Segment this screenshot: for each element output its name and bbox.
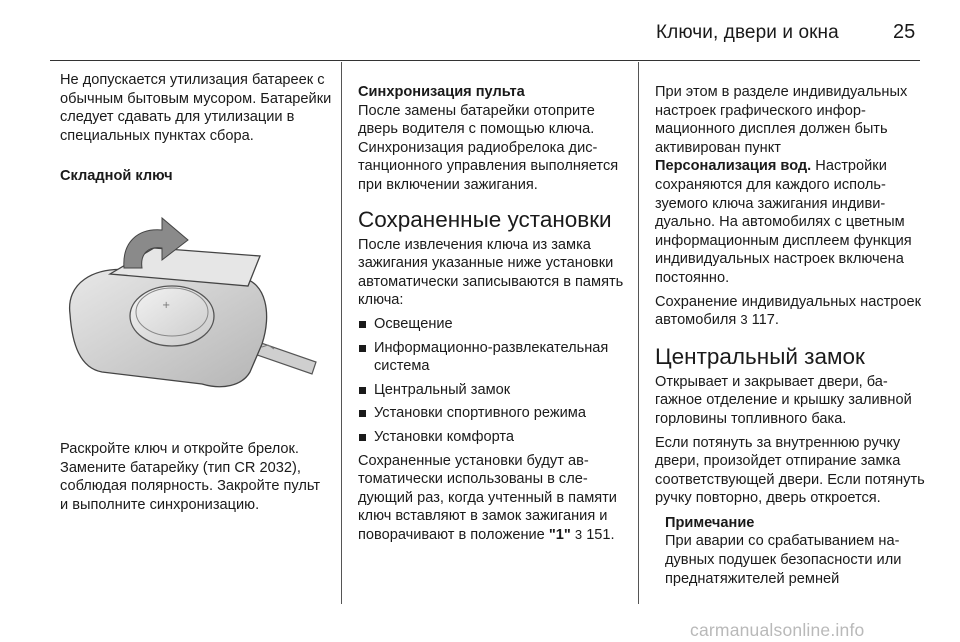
central-lock-heading: Центральный замок bbox=[655, 343, 865, 369]
battery-disposal-paragraph: Не допускается утилизация батареек с обычным бытовым мусором. Батарейки следует сдавать для утилизации в специальных пунктах сбора. bbox=[60, 72, 332, 144]
svg-text:+: + bbox=[162, 300, 171, 311]
page-ref-link[interactable]: 151. bbox=[586, 526, 615, 543]
column-divider-1 bbox=[341, 62, 342, 604]
page-ref-icon: 3 bbox=[740, 312, 748, 328]
door-handle-paragraph: Если потянуть за внутреннюю ручку двери, произойдет отпирание замка соответствующей двери. Если потянуть ручку повторно, дверь откроется. bbox=[655, 434, 925, 507]
position-1-label: "1" bbox=[548, 526, 571, 543]
battery-replace-paragraph: Раскройте ключ и откройте брелок. Замените батарейку (тип CR 2032), соблюдая полярность. Закройте пульт и выполните синхронизацию. bbox=[60, 440, 321, 513]
saved-settings-list bbox=[358, 315, 628, 447]
list-item: Информационно-развлекательная система bbox=[358, 339, 628, 376]
header-rule bbox=[50, 60, 920, 61]
vehicle-settings-text: Сохранение индивидуальных настроек автомобиля bbox=[655, 293, 922, 329]
note-text: При аварии со срабатыванием надувных подушек безопасности или преднатяжителей ремней bbox=[665, 533, 902, 587]
sync-heading: Синхронизация пульта bbox=[358, 84, 525, 100]
list-item: Центральный замок bbox=[358, 381, 628, 400]
note-title: Примечание bbox=[665, 514, 755, 531]
personalization-paragraph bbox=[655, 83, 927, 288]
page-title: Ключи, двери и окна bbox=[656, 22, 839, 43]
folding-key-heading: Складной ключ bbox=[60, 168, 173, 185]
saved-settings-paragraph: После извлечения ключа из замка зажигания указанные ниже установки автоматически записываются в память ключа: bbox=[358, 236, 624, 309]
personalization-menu-label: Персонализация вод. bbox=[655, 158, 812, 175]
page-header bbox=[0, 0, 960, 62]
watermark: carmanualsonline.info bbox=[690, 620, 865, 640]
column-divider-2 bbox=[638, 62, 639, 604]
folding-key-illustration bbox=[62, 204, 324, 419]
list-item: Установки комфорта bbox=[358, 428, 628, 447]
sync-paragraph: После замены батарейки отоприте дверь водителя с помощью ключа. Синхронизация радиобрелока дистанционного управления выполняется при включении зажигания. bbox=[358, 102, 619, 193]
auto-use-paragraph bbox=[358, 452, 628, 545]
personalization-tail: Настройки сохраняются для каждого используемого ключа зажигания индивидуально. На автомобилях с цветным информационным дисплеем функция индивидуальных настроек включена постоянно. bbox=[655, 158, 912, 286]
saved-settings-heading: Сохраненные установки bbox=[358, 206, 612, 232]
column-3 bbox=[655, 62, 927, 588]
note-block bbox=[655, 514, 927, 588]
central-lock-paragraph: Открывает и закрывает двери, багажное отделение и крышку заливной горловины топливного бака. bbox=[655, 373, 912, 427]
personalization-text: При этом в разделе индивидуальных настроек графического информационного дисплея должен быть активирован пункт bbox=[655, 84, 908, 156]
column-2 bbox=[358, 62, 628, 544]
page-number: 25 bbox=[893, 21, 916, 43]
auto-use-text: Сохраненные установки будут автоматически использованы в следующий раз, когда учтенный в памяти ключ вставляют в замок зажигания и поворачивают в положение bbox=[358, 452, 617, 543]
vehicle-settings-paragraph bbox=[655, 293, 927, 330]
list-item: Освещение bbox=[358, 315, 628, 334]
page-ref-link[interactable]: 117. bbox=[751, 312, 779, 329]
list-item: Установки спортивного режима bbox=[358, 404, 628, 423]
page-ref-icon: 3 bbox=[574, 526, 583, 542]
folding-key-battery-icon bbox=[62, 204, 324, 419]
